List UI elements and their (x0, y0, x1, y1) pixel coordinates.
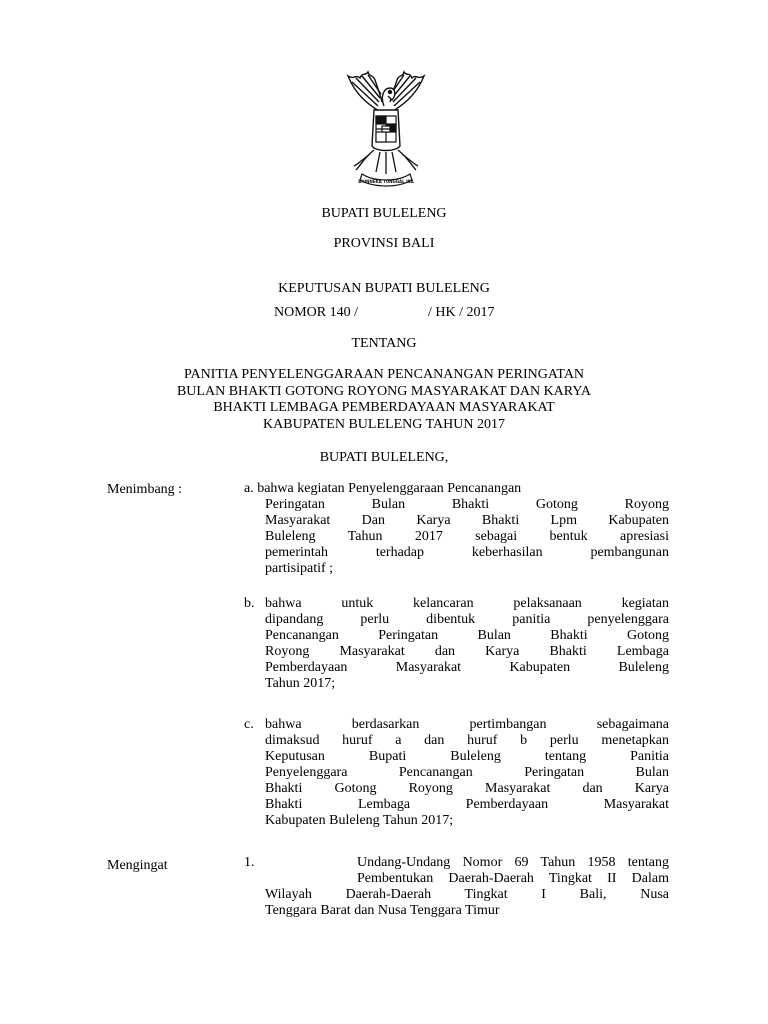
text-line: Wilayah Daerah-Daerah Tingkat I Bali, Nusa (265, 887, 669, 902)
text-line: Penyelenggara Pencanangan Peringatan Bulan (265, 765, 669, 780)
garuda-pancasila-emblem (340, 66, 432, 190)
text-line: partisipatif ; (265, 561, 334, 576)
number-prefix: NOMOR 140 / (274, 305, 359, 320)
text-line: bahwa untuk kelancaran pelaksanaan kegiatan (265, 596, 669, 611)
text-line: Tenggara Barat dan Nusa Tenggara Timur (265, 903, 500, 918)
emblem-ribbon-text: BHINNEKA TUNGGAL IKA (358, 179, 414, 184)
consideration-a-first-line (244, 481, 521, 497)
text-line: dimaksud huruf a dan huruf b perlu menetapkan (265, 733, 669, 748)
text-line: Kabupaten Buleleng Tahun 2017; (265, 813, 454, 828)
subject-line: PANITIA PENYELENGGARAAN PENCANANGAN PERINGATAN (183, 367, 585, 382)
consideration-b (265, 596, 669, 692)
consideration-text: bahwa kegiatan Penyelenggaraan Pencanangan (257, 481, 522, 496)
subject-line: KABUPATEN BULELENG TAHUN 2017 (263, 417, 505, 432)
text-line: Pemberdayaan Masyarakat Kabupaten Buleleng (265, 660, 669, 675)
text-line: pemerintah terhadap keberhasilan pembangunan (265, 545, 669, 560)
consideration-marker: b. (244, 596, 255, 611)
legal-basis-marker: 1. (244, 855, 255, 870)
text-line: dipandang perlu dibentuk panitia penyelenggara (265, 612, 669, 627)
text-line: Bhakti Gotong Royong Masyarakat dan Karya (265, 781, 669, 796)
text-line: Royong Masyarakat dan Karya Bhakti Lembaga (265, 644, 669, 659)
text-line: Keputusan Bupati Buleleng tentang Panitia (265, 749, 669, 764)
mengingat-label: Mengingat (107, 858, 168, 873)
consideration-marker: c. (244, 717, 254, 732)
header-regent-title: BUPATI BULELENG (321, 206, 447, 221)
consideration-a (265, 497, 669, 577)
subject-line: BULAN BHAKTI GOTONG ROYONG MASYARAKAT DAN KARYA (176, 384, 592, 399)
text-line: bahwa berdasarkan pertimbangan sebagaimana (265, 717, 669, 732)
consideration-c (265, 717, 669, 829)
text-line: Undang-Undang Nomor 69 Tahun 1958 tentang (357, 855, 669, 870)
text-line: Peringatan Bulan Bhakti Gotong Royong (265, 497, 669, 512)
legal-basis-1 (265, 855, 669, 919)
regent-salutation: BUPATI BULELENG, (319, 450, 449, 465)
number-suffix: / HK / 2017 (428, 305, 495, 320)
text-line: Buleleng Tahun 2017 sebagai bentuk apresiasi (265, 529, 669, 544)
menimbang-label: Menimbang : (107, 482, 183, 497)
text-line: Tahun 2017; (265, 676, 336, 691)
text-line: Pembentukan Daerah-Daerah Tingkat II Dalam (357, 871, 669, 886)
text-line: Masyarakat Dan Karya Bhakti Lpm Kabupaten (265, 513, 669, 528)
text-line: Pencanangan Peringatan Bulan Bhakti Gotong (265, 628, 669, 643)
about-heading: TENTANG (351, 336, 417, 351)
text-line: Bhakti Lembaga Pemberdayaan Masyarakat (265, 797, 669, 812)
decision-title: KEPUTUSAN BUPATI BULELENG (278, 281, 490, 296)
consideration-marker: a. (244, 481, 254, 496)
subject-line: BHAKTI LEMBAGA PEMBERDAYAAN MASYARAKAT (213, 400, 555, 415)
header-province: PROVINSI BALI (333, 236, 435, 251)
